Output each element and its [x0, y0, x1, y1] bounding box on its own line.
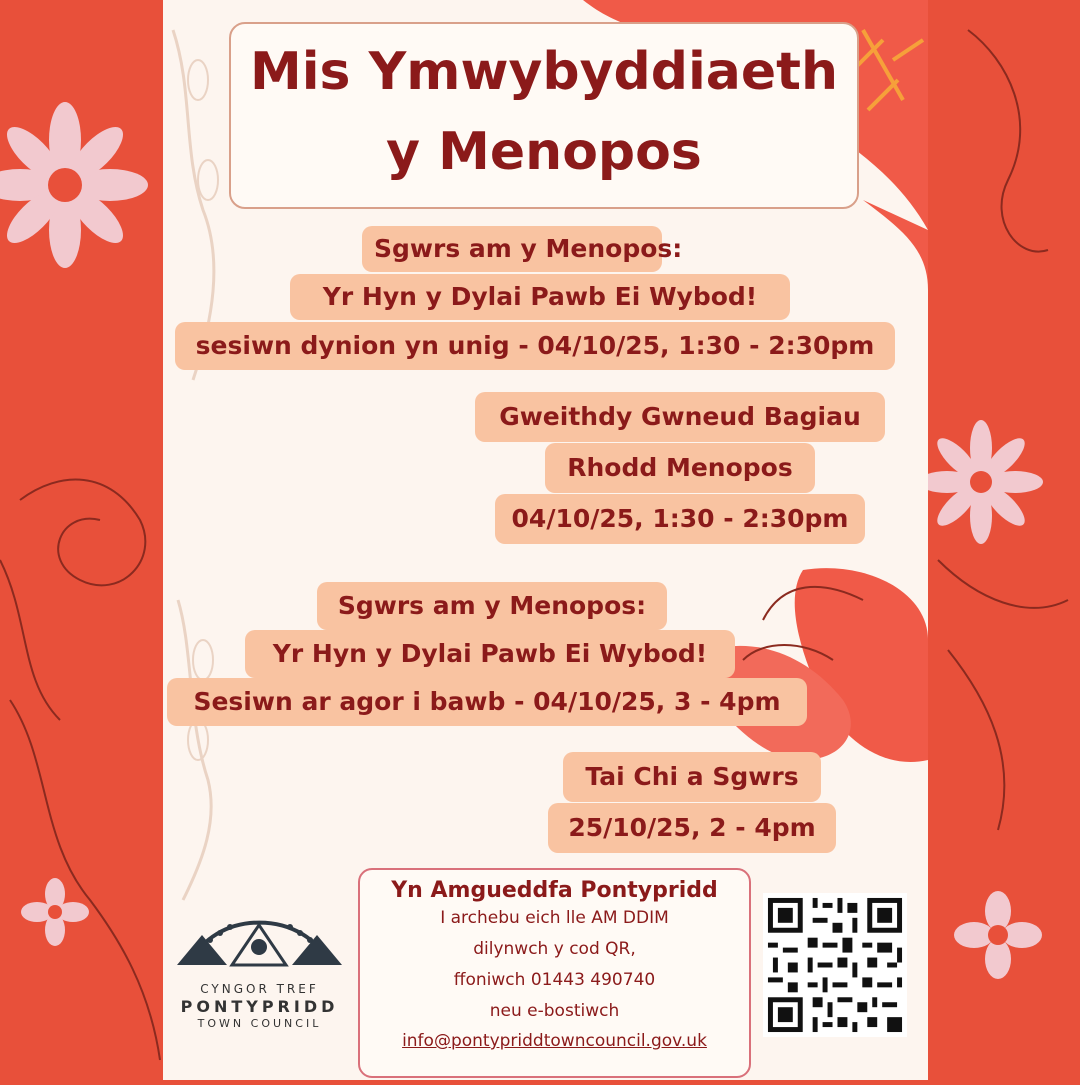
phone-line: ffoniwch 01443 490740 [453, 970, 656, 990]
flower-icon [928, 420, 1043, 544]
booking-line-1: I archebu eich lle AM DDIM [440, 908, 669, 928]
event-1-line-1: Sgwrs am y Menopos: [362, 226, 662, 272]
booking-line-2: dilynwch y cod QR, [473, 939, 636, 959]
title-box [229, 22, 859, 209]
email-link[interactable]: info@pontypriddtowncouncil.gov.uk [402, 1031, 707, 1051]
logo-line-1: CYNGOR TREF [200, 982, 319, 996]
event-2-line-3: 04/10/25, 1:30 - 2:30pm [495, 494, 865, 544]
left-decoration [0, 0, 163, 1080]
venue-title: Yn Amgueddfa Pontypridd [391, 878, 718, 903]
logo-line-2: PONTYPRIDD [180, 997, 339, 1016]
right-decoration [928, 0, 1080, 1080]
event-4-line-2: 25/10/25, 2 - 4pm [548, 803, 836, 853]
event-2-line-2: Rhodd Menopos [545, 443, 815, 493]
flower-icon [954, 891, 1042, 979]
event-1-line-3: sesiwn dynion yn unig - 04/10/25, 1:30 - 2:30pm [175, 322, 895, 370]
event-2-line-1: Gweithdy Gwneud Bagiau [475, 392, 885, 442]
event-4-line-1: Tai Chi a Sgwrs [563, 752, 821, 802]
flower-icon [21, 878, 89, 946]
email-intro-line: neu e-bostiwch [489, 1001, 620, 1021]
info-box [358, 868, 751, 1078]
qr-code-icon[interactable] [763, 893, 907, 1037]
event-1-line-2: Yr Hyn y Dylai Pawb Ei Wybod! [290, 274, 790, 320]
event-3-line-3: Sesiwn ar agor i bawb - 04/10/25, 3 - 4pm [167, 678, 807, 726]
event-3-line-2: Yr Hyn y Dylai Pawb Ei Wybod! [245, 630, 735, 678]
event-3-line-1: Sgwrs am y Menopos: [317, 582, 667, 630]
left-side-band [0, 0, 163, 1080]
right-side-band [928, 0, 1080, 1080]
logo-line-3: TOWN COUNCIL [197, 1017, 322, 1030]
flower-icon [0, 102, 148, 268]
title-line-2: y Menopos [386, 122, 702, 182]
title-line-1: Mis Ymwybyddiaeth [249, 42, 839, 102]
